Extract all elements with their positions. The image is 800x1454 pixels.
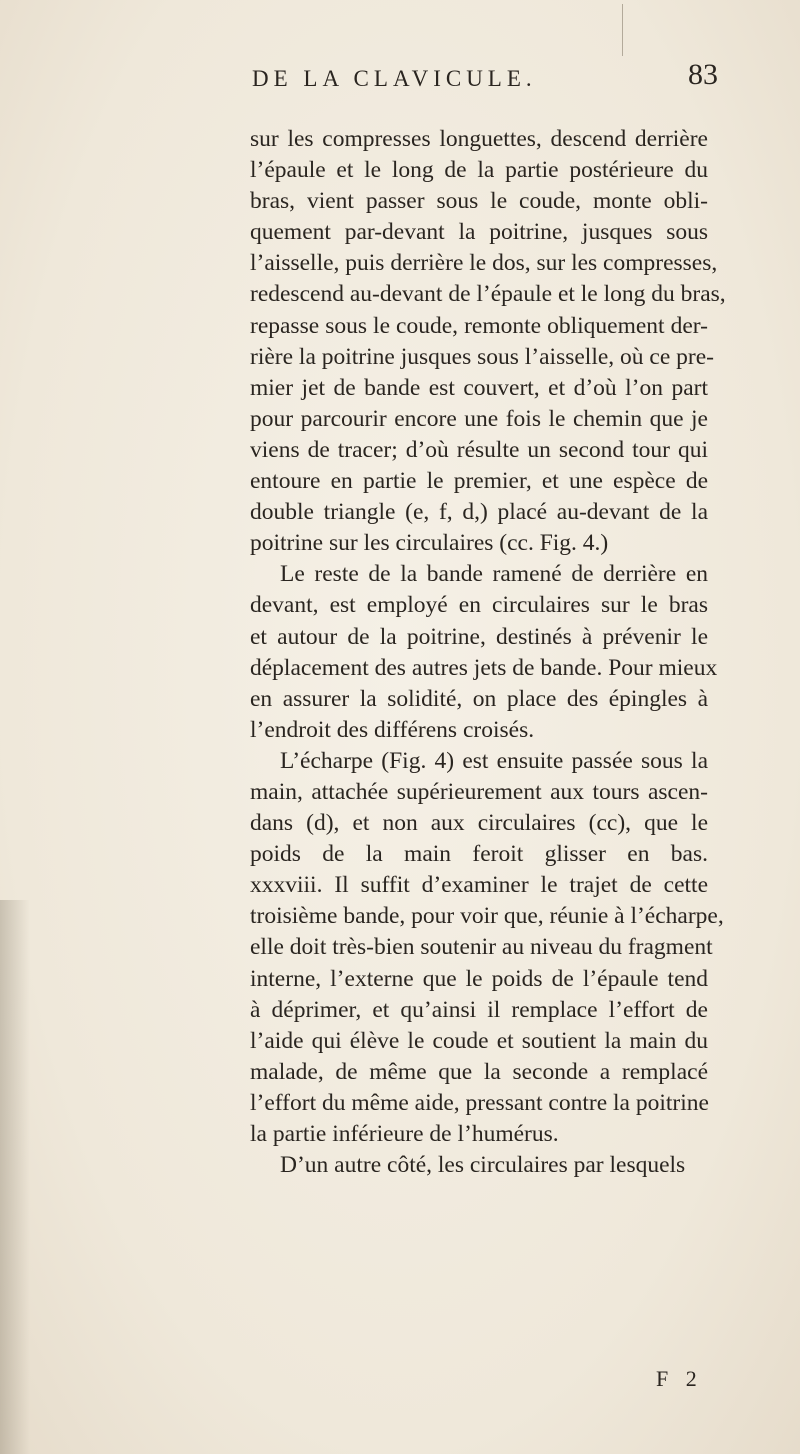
text-line: pour parcourir encore une fois le chemin que je xyxy=(250,405,708,432)
text-line: quement par-devant la poitrine, jusques sous xyxy=(250,219,708,246)
text-line: poitrine sur les circulaires (cc. Fig. 4.) xyxy=(250,530,609,557)
text-line: elle doit très-bien soutenir au niveau du fragment xyxy=(250,934,713,961)
text-line: entoure en partie le premier, et une espèce de xyxy=(250,468,708,495)
page-edge-shadow xyxy=(0,900,30,1454)
page-number: 83 xyxy=(688,58,718,91)
text-line: devant, est employé en circulaires sur le bras xyxy=(250,592,708,619)
text-line: troisième bande, pour voir que, réunie à l’écharpe, xyxy=(250,903,724,930)
text-line: et autour de la poitrine, destinés à prévenir le xyxy=(250,623,708,650)
text-line: mier jet de bande est couvert, et d’où l’on part xyxy=(250,374,708,401)
text-line: sur les compresses longuettes, descend derrière xyxy=(250,126,708,152)
text-line: à déprimer, et qu’ainsi il remplace l’effort de xyxy=(250,996,708,1023)
text-line: Le reste de la bande ramené de derrière en xyxy=(280,561,708,588)
text-line: la partie inférieure de l’humérus. xyxy=(250,1121,559,1147)
text-line: déplacement des autres jets de bande. Pour mieux xyxy=(250,654,718,681)
text-line: dans (d), et non aux circulaires (cc), que le xyxy=(250,810,708,837)
signature-mark: F 2 xyxy=(656,1366,703,1391)
text-line: main, attachée supérieurement aux tours ascen- xyxy=(250,778,708,805)
body-text xyxy=(250,124,726,1181)
text-line: interne, l’externe que le poids de l’épaule tend xyxy=(250,965,708,992)
text-line: rière la poitrine jusques sous l’aisselle, où ce pre- xyxy=(250,343,714,370)
text-line: malade, de même que la seconde a remplacé xyxy=(250,1058,708,1085)
text-line: l’aisselle, puis derrière le dos, sur les compresses, xyxy=(250,250,718,277)
text-line: l’épaule et le long de la partie postérieure du xyxy=(250,157,708,184)
margin-mark xyxy=(622,4,629,56)
text-line: double triangle (e, f, d,) placé au-devant de la xyxy=(250,499,708,526)
text-line: l’endroit des différens croisés. xyxy=(250,716,535,743)
text-line: l’aide qui élève le coude et soutient la main du xyxy=(250,1027,708,1054)
text-line: D’un autre côté, les circulaires par lesquels xyxy=(280,1152,686,1179)
text-line: en assurer la solidité, on place des épingles à xyxy=(250,685,708,712)
text-line: viens de tracer; d’où résulte un second tour qui xyxy=(250,436,708,463)
text-line: l’effort du même aide, pressant contre la poitrine xyxy=(250,1089,709,1116)
page-header xyxy=(252,58,718,106)
text-line: poids de la main feroit glisser en bas. xyxy=(250,841,708,868)
text-line: redescend au-devant de l’épaule et le long du bras, xyxy=(250,281,726,308)
text-line: xxxviii. Il suffit d’examiner le trajet de cette xyxy=(250,872,708,899)
text-line: L’écharpe (Fig. 4) est ensuite passée sous la xyxy=(280,747,708,774)
running-head: DE LA CLAVICULE. xyxy=(252,66,537,91)
text-line: bras, vient passer sous le coude, monte obli- xyxy=(250,188,708,215)
text-line: repasse sous le coude, remonte obliquement der- xyxy=(250,312,708,339)
